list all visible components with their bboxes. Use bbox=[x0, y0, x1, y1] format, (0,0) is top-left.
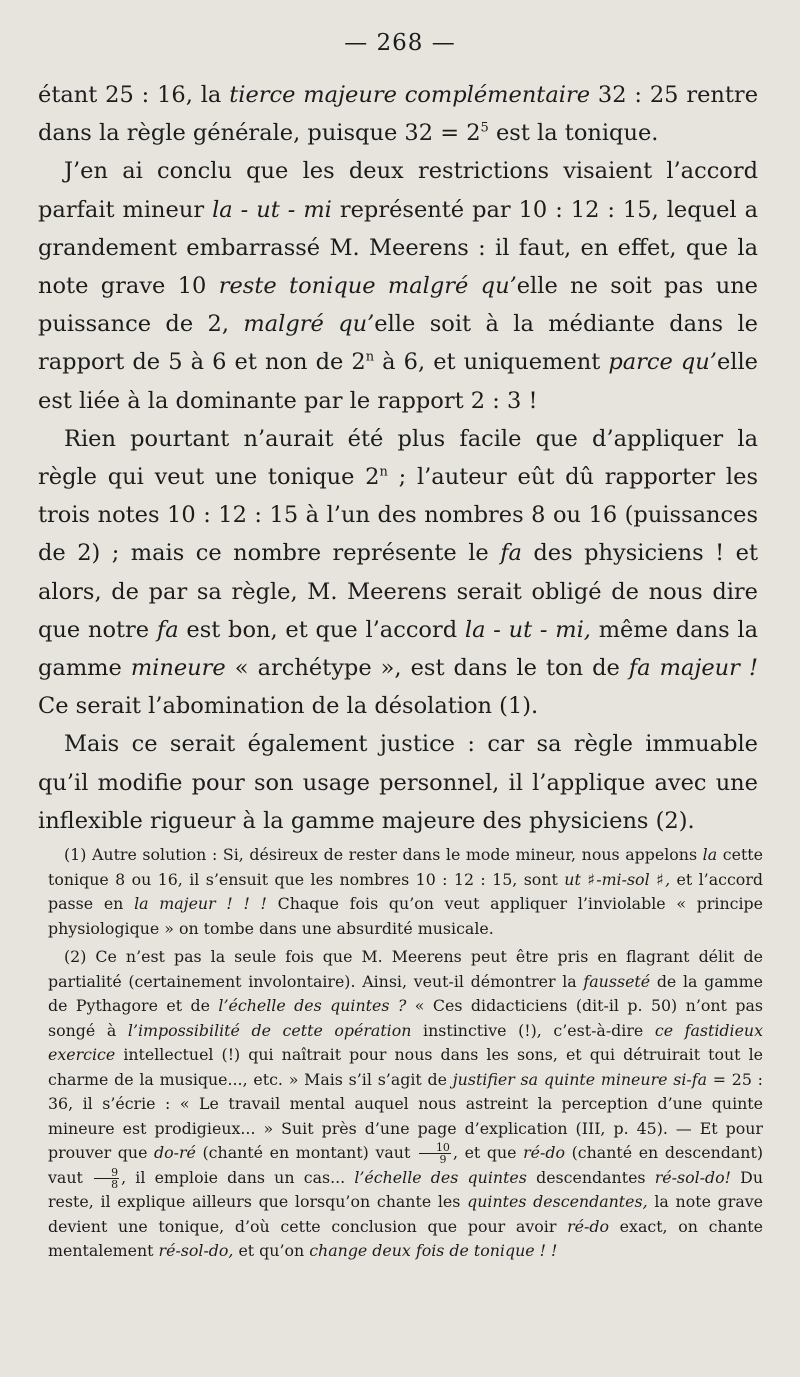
fraction bbox=[419, 1142, 451, 1165]
italic-text: reste tonique malgré qu’ bbox=[218, 273, 517, 300]
text-run: la note grave devient une tonique, d’où cette conclusion que pour avoir bbox=[48, 1192, 764, 1236]
italic-text: la - ut - mi bbox=[212, 196, 332, 223]
fraction-numerator: 10 bbox=[419, 1142, 451, 1154]
text-run: « Ces didacticiens (dit-il p. 50) n’ont pas songé à bbox=[48, 996, 763, 1040]
text-run: des physiciens ! et alors, de par sa règle, M. Meerens serait obligé de nous dire que notre bbox=[38, 540, 758, 643]
text-run: elle ne soit pas une puissance de 2, bbox=[38, 273, 758, 338]
text-run: « archétype », est dans le ton de bbox=[225, 655, 629, 682]
paragraph bbox=[38, 76, 758, 152]
text-run: de la gamme de Pythagore et de bbox=[48, 971, 763, 1015]
italic-text: ré-do bbox=[567, 1216, 609, 1236]
text-run: ; l’auteur eût dû rapporter les trois notes 10 : 12 : 15 à l’un des nombres 8 ou 16 (puissances de 2) ; mais ce nombre représente le bbox=[38, 464, 758, 567]
paragraph bbox=[38, 420, 758, 726]
main-text bbox=[38, 76, 758, 840]
italic-text: ut ♯-mi-sol ♯, bbox=[564, 869, 671, 889]
italic-text: malgré qu’ bbox=[243, 311, 375, 338]
page-number: — 268 — bbox=[344, 30, 456, 56]
italic-text: ce fastidieux exercice bbox=[48, 1020, 764, 1064]
fraction-numerator: 9 bbox=[94, 1167, 119, 1179]
italic-text: ré-sol-do! bbox=[654, 1167, 731, 1187]
text-run: est bon, et que l’accord bbox=[178, 616, 465, 643]
italic-text: la majeur ! ! ! bbox=[134, 894, 267, 913]
italic-text: parce qu’ bbox=[608, 349, 717, 376]
text-run: (1) Autre solution : Si, désireux de rester dans le mode mineur, nous appelons bbox=[64, 845, 703, 864]
italic-text: fausseté bbox=[583, 971, 651, 991]
text-run: elle est liée à la dominante par le rapport 2 : 3 ! bbox=[38, 349, 758, 414]
text-run: représenté par 10 : 12 : 15, lequel a grandement embarrassé M. Meerens : il faut, en effet, que la note grave 10 bbox=[38, 196, 758, 300]
text-run: exact, on chante mentalement bbox=[48, 1216, 763, 1260]
italic-text: do-ré bbox=[154, 1143, 196, 1162]
text-run: Mais ce serait également justice : car sa règle immuable qu’il modifie pour son usage personnel, il l’applique avec une inflexible rigueur à la gamme majeure des physiciens (2). bbox=[38, 731, 758, 834]
footnote bbox=[48, 843, 763, 941]
fraction-denominator: 9 bbox=[439, 1153, 447, 1166]
text-run: , et que bbox=[452, 1143, 524, 1162]
italic-text: change deux fois de tonique ! ! bbox=[309, 1241, 558, 1260]
italic-text: ré-do bbox=[523, 1143, 565, 1162]
paragraph bbox=[38, 152, 758, 419]
text-run: étant 25 : 16, la bbox=[38, 82, 230, 108]
italic-text: mineure bbox=[130, 655, 226, 682]
italic-text: l’impossibilité de cette opération bbox=[127, 1020, 412, 1040]
text-run: Chaque fois qu’on veut appliquer l’inviolable « principe physiologique » on tombe dans une absurdité musicale. bbox=[48, 894, 763, 938]
footnotes bbox=[48, 843, 763, 1268]
text-run: et qu’on bbox=[233, 1241, 310, 1260]
footnote bbox=[48, 945, 763, 1264]
italic-text: tierce majeure complémentaire bbox=[229, 82, 591, 108]
text-run: Du reste, il explique ailleurs que lorsqu’on chante les bbox=[48, 1167, 763, 1211]
text-run: (chanté en descendant) vaut bbox=[48, 1143, 763, 1187]
text-run: même dans la gamme bbox=[38, 616, 758, 682]
text-run: à 6, et uniquement bbox=[374, 349, 609, 376]
text-run: (2) Ce n’est pas la seule fois que M. Meerens peut être pris en flagrant délit de partialité (certainement involontaire). Ainsi, veut-il démontrer la bbox=[48, 947, 763, 991]
italic-text: la bbox=[702, 845, 718, 864]
italic-text: la - ut - mi, bbox=[464, 616, 591, 643]
text-run: , il emploie dans un cas... bbox=[121, 1167, 355, 1187]
text-run: J’en ai conclu que les deux restrictions visaient l’accord parfait mineur bbox=[38, 158, 758, 223]
text-run: et l’accord passe en bbox=[48, 869, 763, 913]
exponent: n bbox=[379, 464, 388, 480]
text-run: cette tonique 8 ou 16, il s’ensuit que les nombres 10 : 12 : 15, sont bbox=[48, 845, 764, 889]
text-run: Ce serait l’abomination de la désolation (1). bbox=[38, 693, 539, 720]
italic-text: l’échelle des quintes ? bbox=[218, 996, 407, 1015]
text-run: instinctive (!), c’est-à-dire bbox=[411, 1020, 655, 1040]
italic-text: justifier sa quinte mineure si-fa bbox=[452, 1069, 707, 1089]
text-run: = 25 : 36, il s’écrie : « Le travail mental auquel nous astreint la perception d’une quinte mineure est prodigieux... » Suit près d’une page d’explication (III, p. 45). — Et pour prouver que bbox=[48, 1069, 763, 1162]
italic-text: ré-sol-do, bbox=[158, 1241, 234, 1260]
fraction bbox=[94, 1167, 119, 1190]
italic-text: l’échelle des quintes bbox=[354, 1167, 527, 1187]
italic-text: fa bbox=[156, 616, 179, 643]
italic-text: fa bbox=[500, 540, 522, 567]
text-run: (chanté en montant) vaut bbox=[195, 1143, 417, 1162]
text-run: intellectuel (!) qui naîtrait pour nous dans les sons, et qui détruirait tout le charme de la musique..., etc. » Mais s’il s’agit de bbox=[48, 1045, 763, 1089]
text-run: descendantes bbox=[526, 1167, 655, 1187]
exponent: 5 bbox=[480, 120, 489, 136]
exponent: n bbox=[365, 349, 375, 365]
paragraph bbox=[38, 725, 758, 840]
text-run: Rien pourtant n’aurait été plus facile que d’appliquer la règle qui veut une tonique 2 bbox=[38, 425, 758, 491]
text-run: est la tonique. bbox=[488, 120, 659, 147]
text-run: elle soit à la médiante dans le rapport de 5 à 6 et non de 2 bbox=[38, 311, 758, 376]
italic-text: quintes descendantes, bbox=[467, 1192, 648, 1211]
fraction-denominator: 8 bbox=[111, 1177, 119, 1191]
italic-text: fa majeur ! bbox=[628, 655, 758, 682]
text-run: 32 : 25 rentre dans la règle générale, puisque 32 = 2 bbox=[38, 82, 759, 147]
